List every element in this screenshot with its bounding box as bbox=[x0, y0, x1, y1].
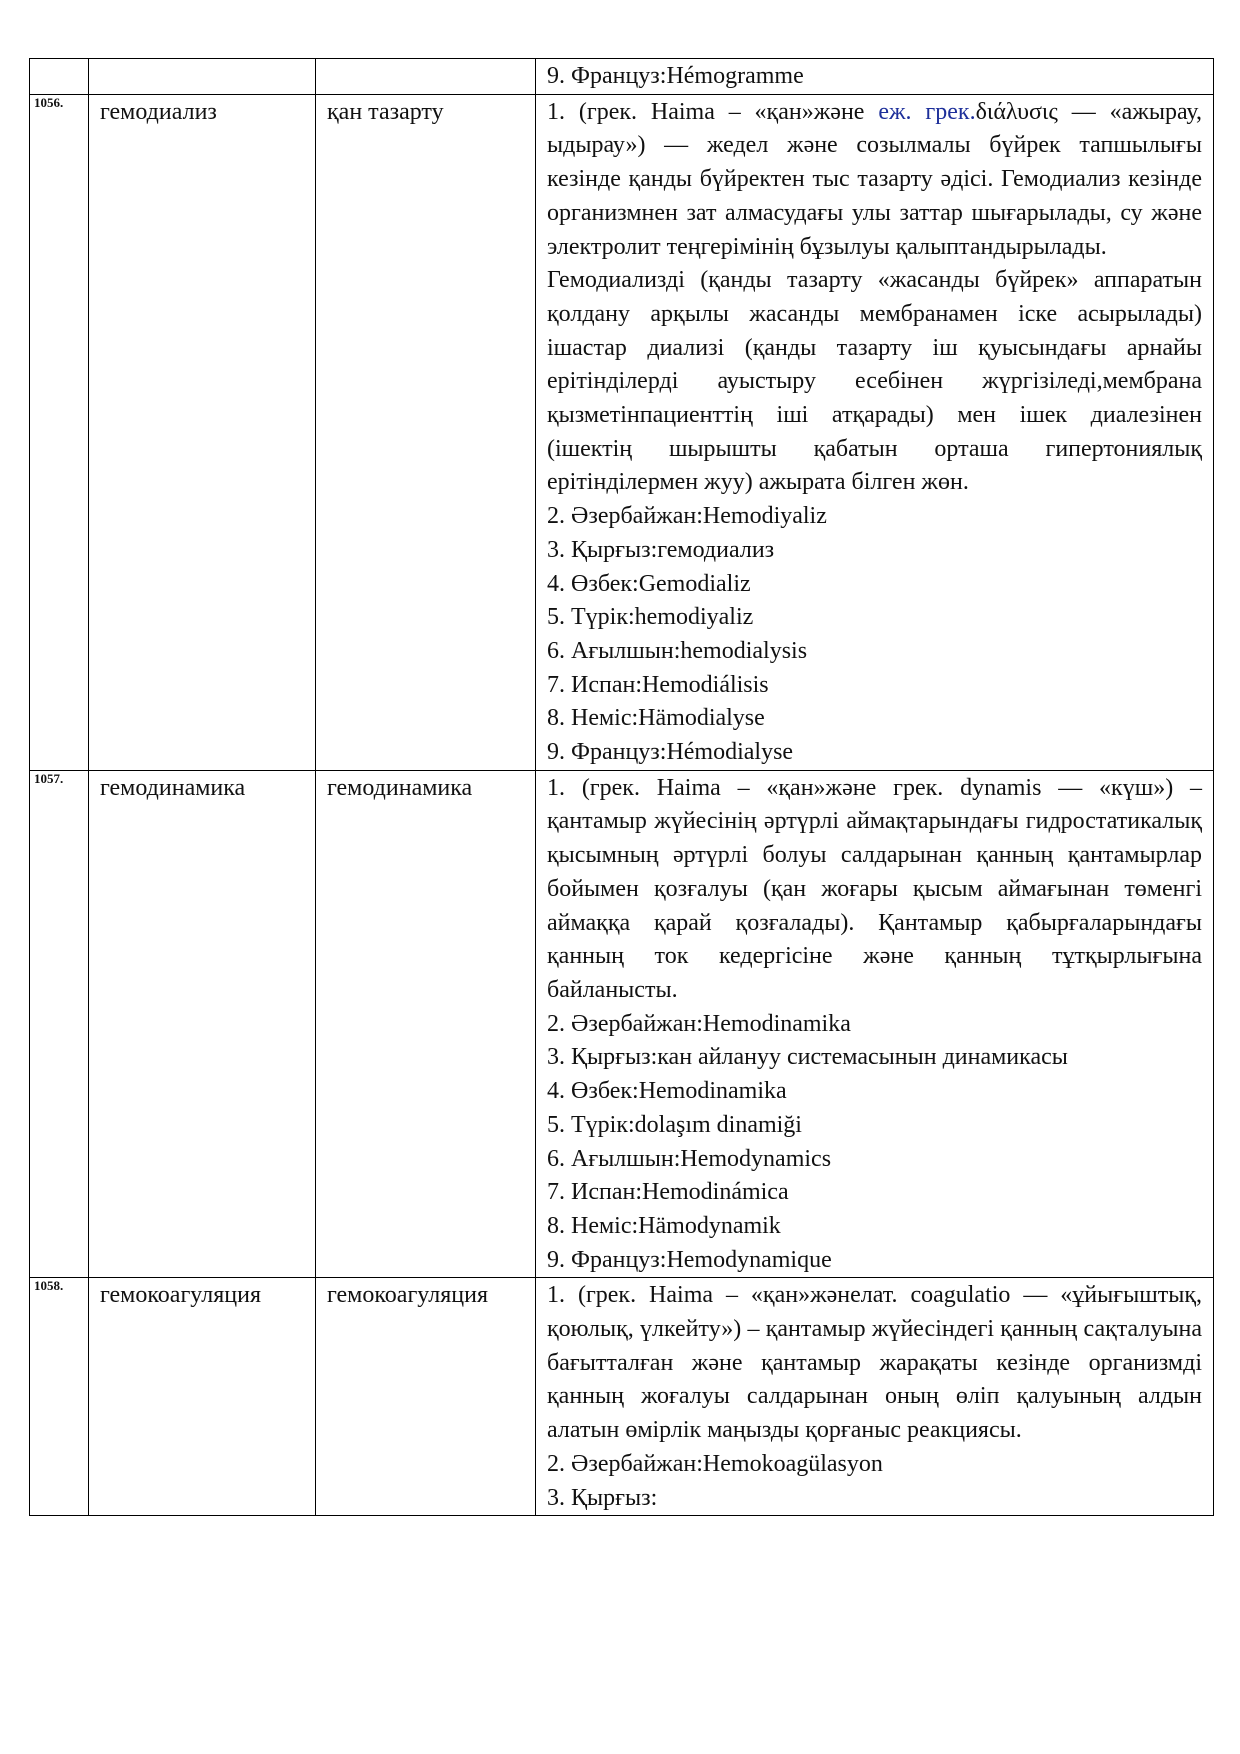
definition-part: 1. (грек. Haima – «қан»және bbox=[547, 98, 865, 125]
entry-term: гемодинамика bbox=[100, 774, 246, 801]
language-line: 2. Әзербайжан:Hemokoagülasyon bbox=[547, 1450, 883, 1477]
table-row bbox=[30, 770, 1214, 1278]
entry-kazakh: гемодинамика bbox=[327, 774, 473, 801]
language-line: 6. Ағылшын:hemodialysis bbox=[547, 637, 808, 664]
term-cell bbox=[89, 770, 316, 1278]
language-line: 7. Испан:Hemodiálisis bbox=[547, 671, 769, 698]
entry-number: 1057. bbox=[34, 770, 64, 786]
definition-text: Гемодиализді (қанды тазарту «жасанды бүйрек» аппаратын қолдану арқылы жасанды мембранамен іске асырылады) ішастар диализі (қанды тазарту іш қуысындағы арнайы ерітінділерді ауыстыру есебінен жүргізіледі,мембрана қызметінпациенттің іші атқарады) мен ішек диалезінен (ішектің шырышты қабатын орташа гипертониялық ерітінділермен жуу) ажырата білген жөн. bbox=[547, 267, 1202, 496]
entry-kazakh: қан тазарту bbox=[327, 98, 444, 125]
table-row bbox=[30, 1278, 1214, 1516]
language-line: 3. Қырғыз:гемодиализ bbox=[547, 536, 775, 563]
entry-number: 1058. bbox=[34, 1278, 64, 1294]
entry-number: 1056. bbox=[34, 94, 64, 110]
language-line: 8. Неміс:Hämodialyse bbox=[547, 705, 765, 732]
language-line: 7. Испан:Hemodinámica bbox=[547, 1179, 789, 1206]
definition-cell bbox=[536, 1278, 1214, 1516]
language-line: 4. Өзбек:Gemodializ bbox=[547, 570, 751, 597]
definition-text: 1. (грек. Haima – «қан»және грек. dynamis — «күш») – қантамыр жүйесінің әртүрлі аймақтарындағы гидростатикалық қысымның әртүрлі болуы салдарынан қанның қантамырлар бойымен қозғалуы (қан жоғары қысым аймағынан төменгі аймаққа қарай қозғалады). Қантамыр қабырғаларындағы қанның ток кедергісіне және қанның тұтқырлығына байланысты. bbox=[547, 774, 1202, 1003]
language-line: 9. Француз:Hemodynamique bbox=[547, 1246, 832, 1273]
definition-text: 1. (грек. Haima – «қан»жәнелат. coagulatio — «ұйығыштық, қоюлық, үлкейту») – қантамыр жүйесіндегі қанның сақталуына бағытталған және қантамыр жарақаты кезінде организмді қанның жоғалуы салдарынан оның өліп қалуының алдын алатын өмірлік маңызды қорғаныс реакциясы. bbox=[547, 1282, 1202, 1444]
entry-term: гемокоагуляция bbox=[100, 1282, 261, 1309]
table-row bbox=[30, 94, 1214, 770]
definition-text bbox=[547, 96, 1202, 265]
number-cell bbox=[30, 770, 89, 1278]
language-line: 8. Неміс:Hämodynamik bbox=[547, 1212, 781, 1239]
language-line: 5. Түрік:hemodiyaliz bbox=[547, 604, 754, 631]
number-cell bbox=[30, 1278, 89, 1516]
table-row bbox=[30, 59, 1214, 95]
dictionary-table bbox=[29, 58, 1214, 1516]
definition-cell bbox=[536, 94, 1214, 770]
language-line: 5. Түрік:dolaşım dinamiği bbox=[547, 1111, 802, 1138]
language-line: 9. Француз:Hémodialyse bbox=[547, 739, 794, 766]
term-cell bbox=[89, 94, 316, 770]
number-cell bbox=[30, 59, 89, 95]
definition-cell bbox=[536, 59, 1214, 95]
language-line: 9. Француз:Hémogramme bbox=[547, 63, 804, 89]
entry-term: гемодиализ bbox=[100, 98, 217, 125]
term-cell bbox=[89, 59, 316, 95]
translation-cell bbox=[316, 770, 536, 1278]
translation-cell bbox=[316, 94, 536, 770]
entry-kazakh: гемокоагуляция bbox=[327, 1282, 488, 1309]
definition-cell bbox=[536, 770, 1214, 1278]
translation-cell bbox=[316, 59, 536, 95]
etymology-link: еж. грек. bbox=[878, 98, 976, 125]
language-line: 2. Әзербайжан:Hemodinamika bbox=[547, 1010, 851, 1037]
language-line: 3. Қырғыз: bbox=[547, 1484, 658, 1511]
language-line: 2. Әзербайжан:Hemodiyaliz bbox=[547, 503, 827, 530]
term-cell bbox=[89, 1278, 316, 1516]
translation-cell bbox=[316, 1278, 536, 1516]
definition-part: διάλυσις — «ажырау, ыдырау») — жедел және созылмалы бүйрек тапшылығы кезінде қанды бүйректен тыс тазарту әдісі. Гемодиализ кезінде организмнен зат алмасудағы улы заттар шығарылады, су және электролит теңгерімінің бұзылуы қалыптандырылады. bbox=[547, 98, 1202, 260]
language-line: 4. Өзбек:Hemodinamika bbox=[547, 1078, 787, 1105]
number-cell bbox=[30, 94, 89, 770]
language-line: 3. Қырғыз:кан айлануу системасынын динамикасы bbox=[547, 1044, 1068, 1071]
language-line: 6. Ағылшын:Hemodynamics bbox=[547, 1145, 832, 1172]
